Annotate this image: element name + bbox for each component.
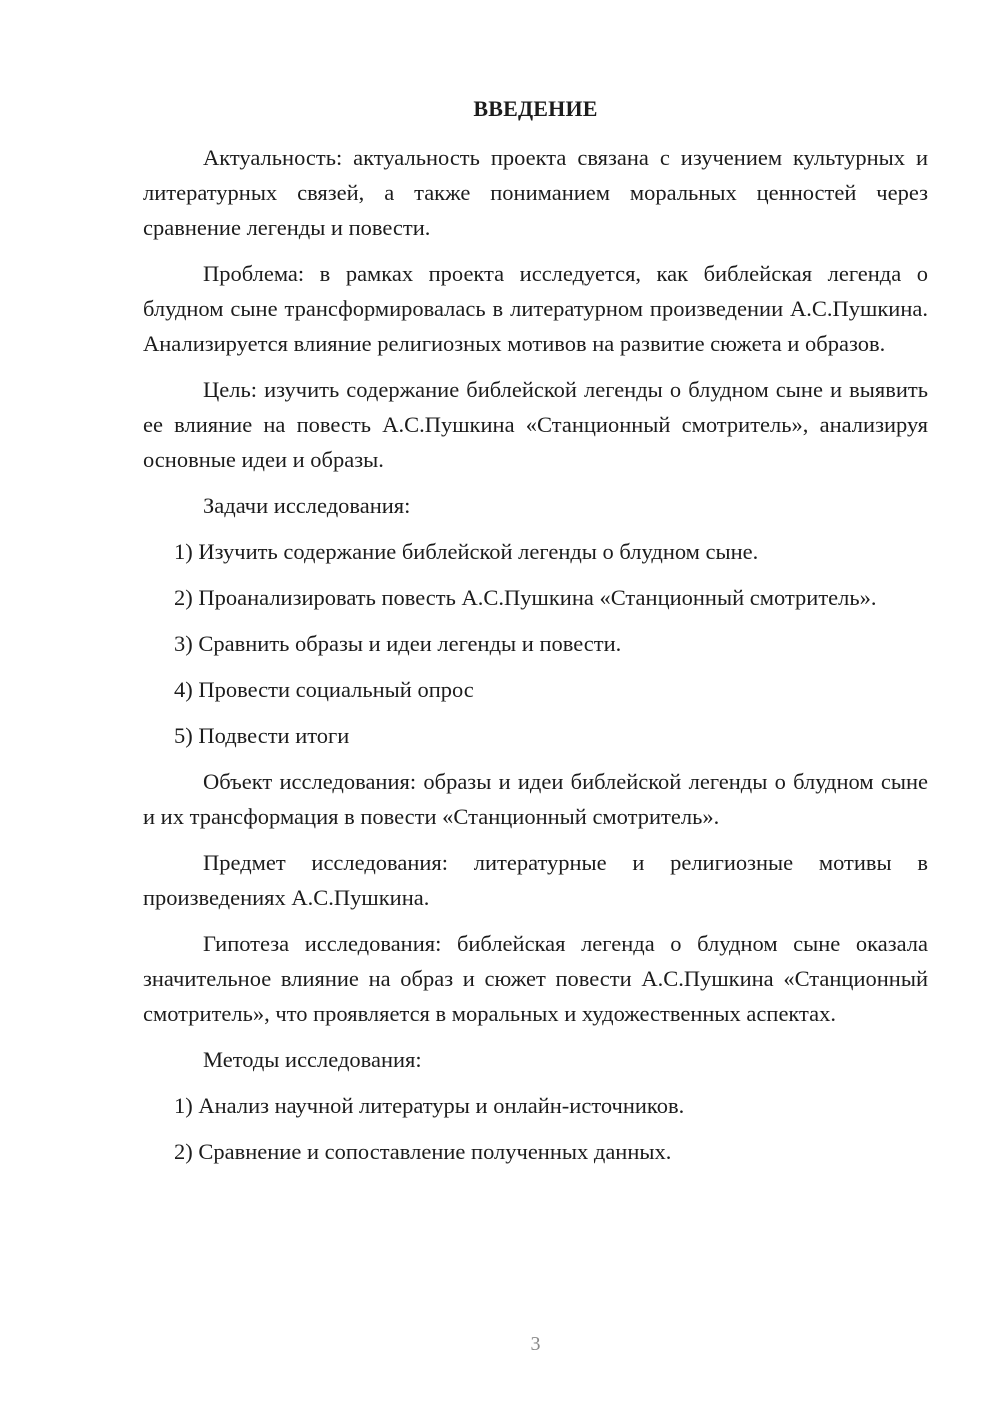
task-item: 2) Проанализировать повесть А.С.Пушкина «Станционный смотритель».: [174, 585, 877, 610]
paragraph-subject: Предмет исследования: литературные и религиозные мотивы в произведениях А.С.Пушкина.: [143, 850, 928, 910]
method-item: 2) Сравнение и сопоставление полученных данных.: [174, 1139, 672, 1164]
paragraph-goal: Цель: изучить содержание библейской легенды о блудном сыне и выявить ее влияние на повесть А.С.Пушкина «Станционный смотритель», анализируя основные идеи и образы.: [143, 377, 928, 472]
task-item: 1) Изучить содержание библейской легенды о блудном сыне.: [174, 539, 759, 564]
paragraph-methods-heading: Методы исследования:: [203, 1047, 422, 1072]
task-item: 3) Сравнить образы и идеи легенды и повести.: [174, 631, 622, 656]
paragraph-hypothesis: Гипотеза исследования: библейская легенда о блудном сыне оказала значительное влияние на образ и сюжет повести А.С.Пушкина «Станционный смотритель», что проявляется в моральных и художественных аспектах.: [143, 931, 928, 1026]
paragraph-problem: Проблема: в рамках проекта исследуется, как библейская легенда о блудном сыне трансформировалась в литературном произведении А.С.Пушкина. Анализируется влияние религиозных мотивов на развитие сюжета и образов.: [143, 261, 928, 356]
body-text: [143, 140, 928, 1180]
paragraph-object: Объект исследования: образы и идеи библейской легенды о блудном сыне и их трансформация в повести «Станционный смотритель».: [143, 769, 928, 829]
page-number: 3: [530, 1333, 541, 1355]
task-item: 4) Провести социальный опрос: [174, 677, 474, 702]
task-item: 5) Подвести итоги: [174, 723, 350, 748]
page-heading: ВВЕДЕНИЕ: [473, 96, 598, 121]
paragraph-relevance: Актуальность: актуальность проекта связана с изучением культурных и литературных связей, а также пониманием моральных ценностей через сравнение легенды и повести.: [143, 145, 928, 240]
method-item: 1) Анализ научной литературы и онлайн-источников.: [174, 1093, 685, 1118]
paragraph-tasks-heading: Задачи исследования:: [203, 493, 411, 518]
